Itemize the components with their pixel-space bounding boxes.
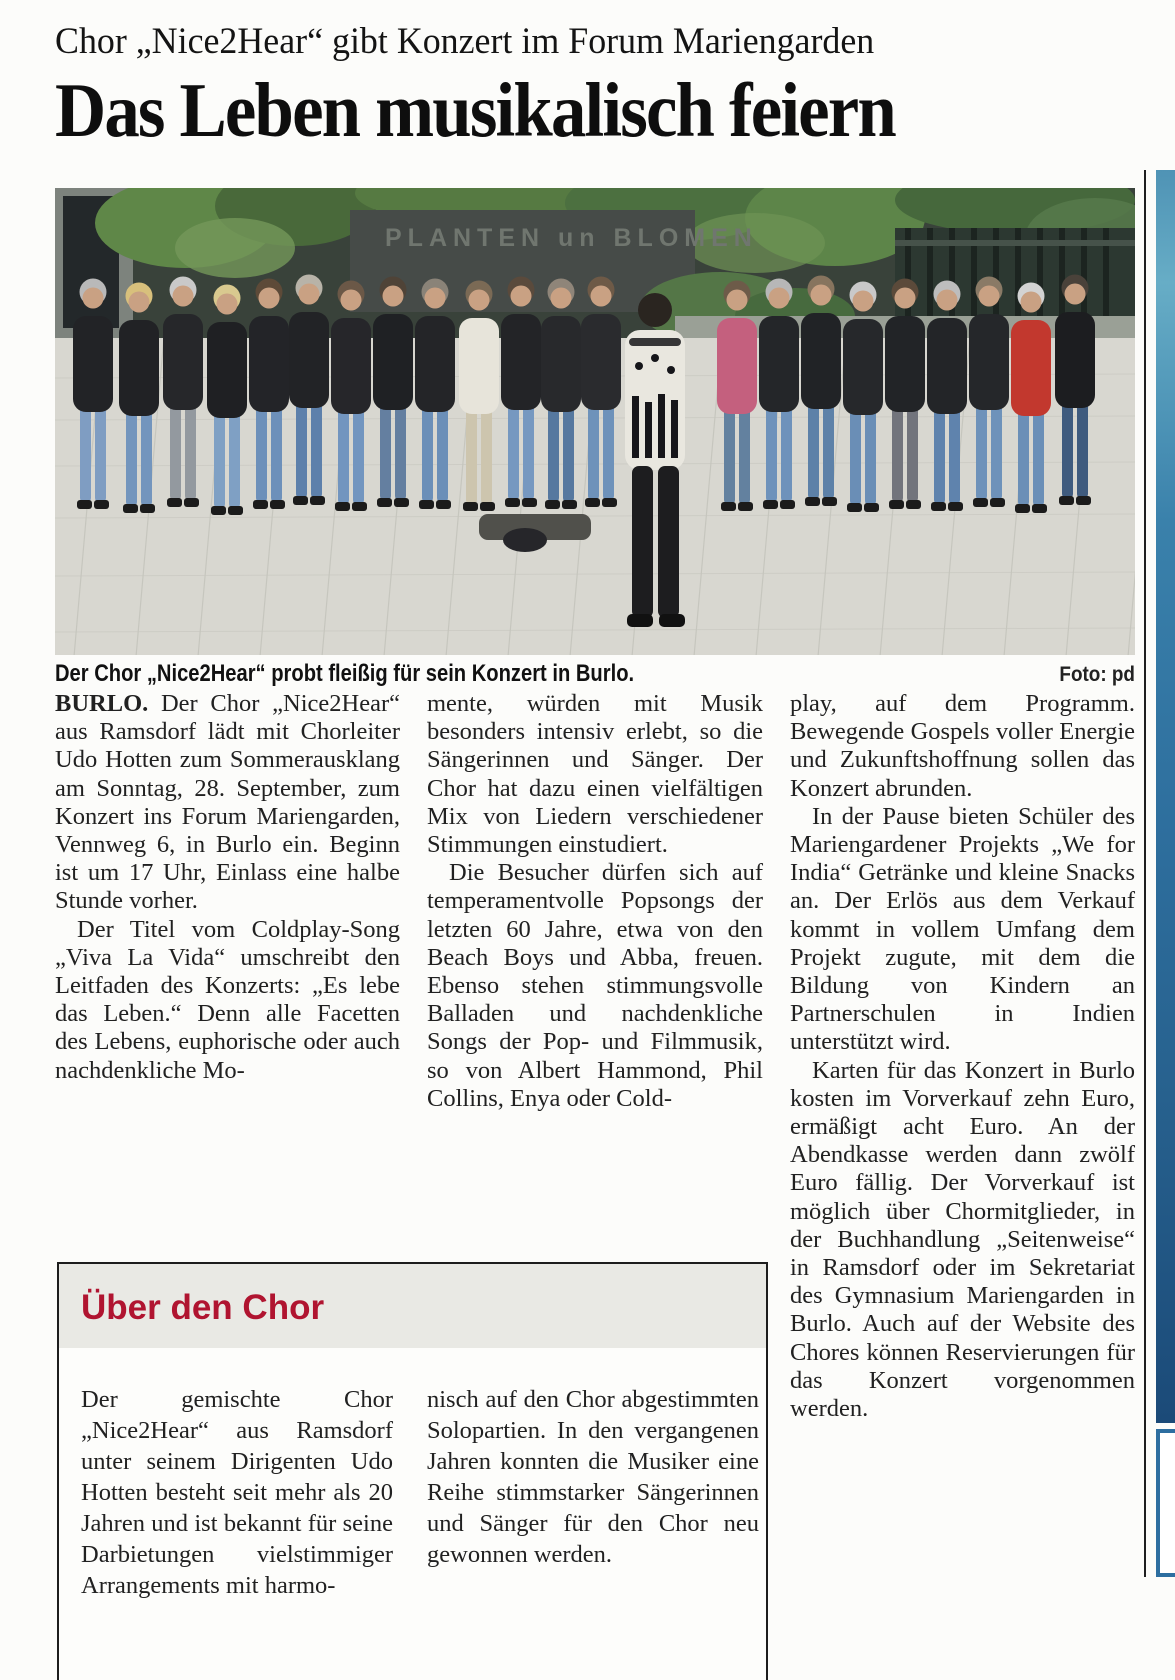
dateline: BURLO. xyxy=(55,690,149,717)
adjacent-page-box-edge xyxy=(1156,1429,1175,1577)
infobox-column-1 xyxy=(81,1384,393,1601)
infobox-column-2 xyxy=(427,1384,759,1570)
choir-photo-illustration xyxy=(55,188,1135,655)
paragraph-text: Der Chor „Nice2Hear“ aus Ramsdorf lädt mit Chorleiter Udo Hotten zum Sommerausklang am Sonntag, 28. September, zum Konzert ins Forum Mariengarden, Vennweg 6, in Burlo ein. Beginn ist um 17 Uhr, Einlass eine halbe Stunde vorher. xyxy=(55,690,400,915)
article-column-1 xyxy=(55,690,400,1085)
kicker: Chor „Nice2Hear“ gibt Konzert im Forum Mariengarden xyxy=(55,21,875,62)
infobox-title: Über den Chor xyxy=(81,1288,325,1327)
adjacent-page-photo-strip xyxy=(1156,170,1175,1423)
photo-credit: Foto: pd xyxy=(1059,663,1135,686)
infobox-ueber-den-chor xyxy=(57,1262,768,1680)
article-paragraph: Die Besucher dürfen sich auf temperamentvolle Popsongs der letzten 60 Jahre, etwa von den Beach Boys und Abba, freuen. Ebenso stehen stimmungsvolle Balladen und nachdenkliche Songs der Pop- und Filmmusik, so von Albert Hammond, Phil Collins, Enya oder Cold- xyxy=(427,859,763,1112)
article-paragraph: Der Titel vom Coldplay-Song „Viva La Vida“ umschreibt den Leitfaden des Konzerts: „Es lebe das Leben.“ Denn alle Facetten des Lebens, euphorische oder auch nachdenkliche Mo- xyxy=(55,915,400,1084)
photo-caption: Der Chor „Nice2Hear“ probt fleißig für sein Konzert in Burlo. xyxy=(55,660,635,687)
article-paragraph: Karten für das Konzert in Burlo kosten im Vorverkauf zehn Euro, ermäßigt acht Euro. An der Abendkasse werden dann zwölf Euro fällig. Der Vorverkauf ist möglich über Chormitglieder, in der Buchhandlung „Seitenweise“ in Ramsdorf oder im Sekretariat des Gymnasium Mariengarden in Burlo. Auch auf der Website des Chores können Reservierungen für das Konzert vorgenommen werden. xyxy=(790,1056,1135,1423)
infobox-paragraph: nisch auf den Chor abgestimmten Solopartien. In den vergangenen Jahren konnten die Musiker eine Reihe stimmstarker Sängerinnen und Sänger für den Chor neu gewonnen werden. xyxy=(427,1386,759,1568)
headline: Das Leben musikalisch feiern xyxy=(55,67,895,153)
article-paragraph: mente, würden mit Musik besonders intensiv erlebt, so die Sängerinnen und Sänger. Der Chor hat dazu einen vielfältigen Mix von Liedern verschiedener Stimmungen einstudiert. xyxy=(427,690,763,859)
bag xyxy=(503,528,547,552)
article-paragraph xyxy=(55,690,400,916)
article-paragraph: play, auf dem Programm. Bewegende Gospels voller Energie und Zukunftshoffnung sollen das Konzert abrunden. xyxy=(790,690,1135,802)
article-column-2 xyxy=(427,690,763,1113)
article-column-3 xyxy=(790,690,1135,1423)
fence xyxy=(895,228,1135,328)
park-sign-text: PLANTEN un BLOMEN xyxy=(385,224,758,252)
article-paragraph: In der Pause bieten Schüler des Mariengardener Projekts „We for India“ Getränke und kleine Snacks an. Der Erlös aus dem Verkauf kommt in vollem Umfang dem Projekt zugute, mit dem die Bildung von Kindern an Partnerschulen in Indien unterstützt wird. xyxy=(790,802,1135,1056)
page-divider-rule xyxy=(1144,170,1146,1577)
infobox-paragraph: Der gemischte Chor „Nice2Hear“ aus Ramsdorf unter seinem Dirigenten Udo Hotten besteht seit mehr als 20 Jahren und ist bekannt für seine Darbietungen vielstimmiger Arrangements mit harmo- xyxy=(81,1386,393,1599)
article-photo xyxy=(55,188,1135,655)
